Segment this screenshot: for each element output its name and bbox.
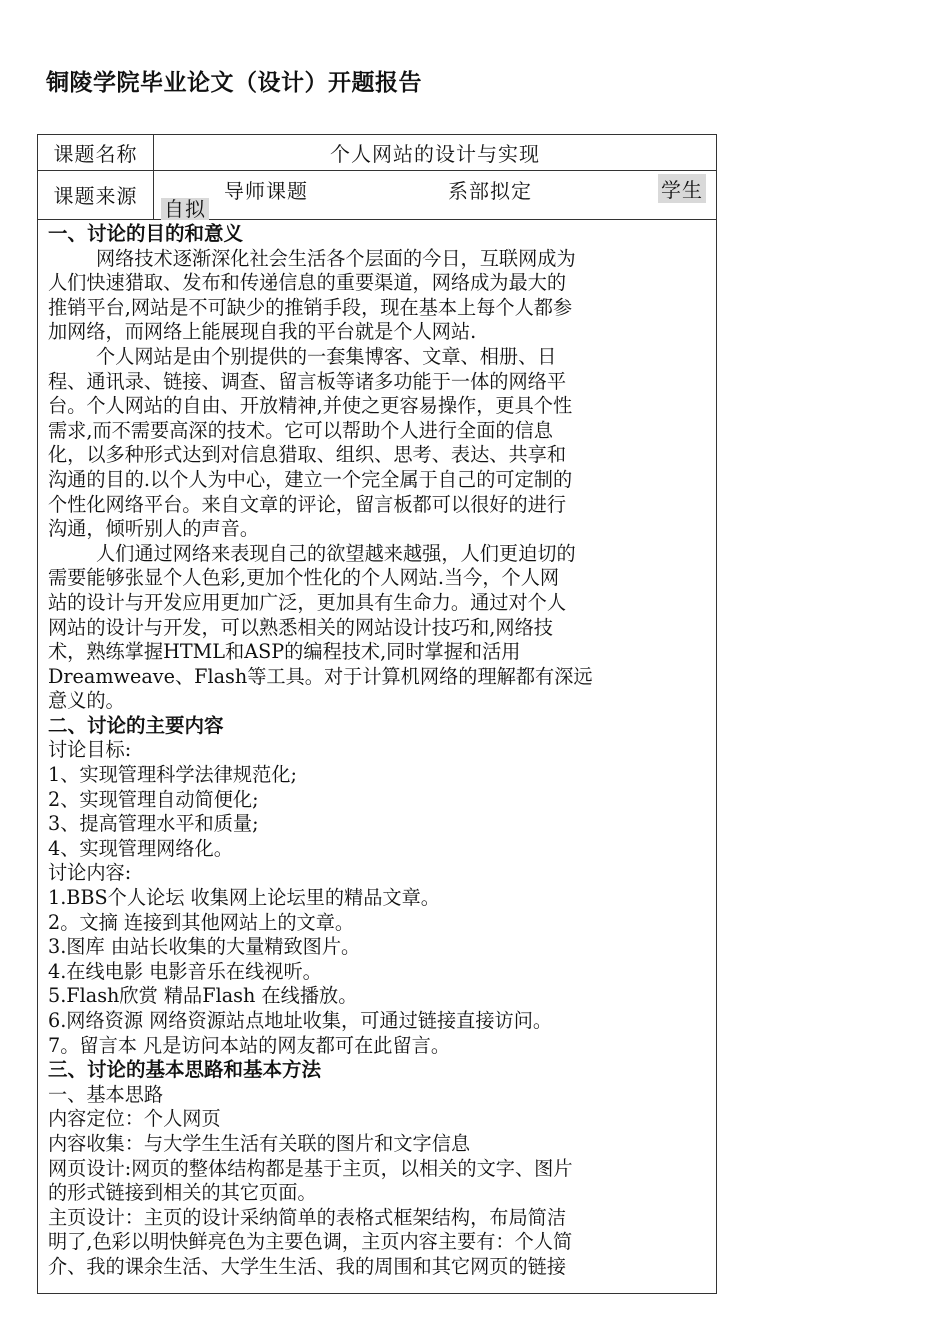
source-option-department: 系部拟定: [448, 179, 532, 203]
text-line: 网页设计:网页的整体结构都是基于主页，以相关的文字、图片: [48, 1156, 573, 1180]
list-item: 6.网络资源 网络资源站点地址收集，可通过链接直接访问。: [48, 1009, 553, 1032]
text-line: 讨论目标:: [48, 738, 132, 762]
text-line: 台。个人网站的自由、开放精神,并使之更容易操作，更具个性: [48, 394, 573, 418]
source-row: [38, 170, 716, 220]
text-line: 内容定位：个人网页: [48, 1107, 221, 1131]
text-line: 沟通，倾听别人的声音。: [48, 517, 260, 541]
source-option-advisor: 导师课题: [224, 179, 308, 203]
proposal-body: [48, 222, 712, 1280]
text-line: 介、我的课余生活、大学生生活、我的周围和其它网页的链接: [48, 1254, 567, 1278]
section-3-body: [48, 1083, 712, 1280]
text-line: 需要能够张显个人色彩,更加个性化的个人网站.当今，个人网: [48, 566, 560, 590]
list-item: 4、实现管理网络化。: [48, 836, 233, 860]
section-heading: 三、讨论的基本思路和基本方法: [48, 1058, 322, 1082]
text-line: 人们通过网络来表现自己的欲望越来越强，人们更迫切的: [96, 541, 576, 565]
proposal-form-table: [37, 134, 717, 1294]
source-option-student: 学生: [658, 174, 706, 203]
text-line: Dreamweave、Flash等工具。对于计算机网络的理解都有深远: [48, 664, 593, 688]
text-line: 站的设计与开发应用更加广泛，更加具有生命力。通过对个人: [48, 590, 567, 614]
text-line: 个人网站是由个别提供的一套集博客、文章、相册、日: [96, 344, 557, 368]
topic-row: [38, 135, 716, 171]
list-item: 2。文摘 连接到其他网站上的文章。: [48, 910, 355, 934]
list-item: 3、提高管理水平和质量;: [48, 812, 259, 836]
text-line: 推销平台,网站是不可缺少的推销手段，现在基本上每个人都参: [48, 295, 573, 319]
text-line: 一、基本思路: [48, 1082, 164, 1106]
text-line: 内容收集：与大学生生活有关联的图片和文字信息: [48, 1131, 471, 1155]
list-item: 5.Flash欣赏 精品Flash 在线播放。: [48, 984, 358, 1008]
text-line: 网络技术逐渐深化社会生活各个层面的今日，互联网成为: [96, 246, 576, 270]
list-item: 4.在线电影 电影音乐在线视听。: [48, 959, 322, 983]
text-line: 明了,色彩以明快鲜亮色为主要色调，主页内容主要有：个人简: [48, 1230, 573, 1254]
source-label: 课题来源: [38, 170, 154, 219]
list-item: 1.BBS个人论坛 收集网上论坛里的精品文章。: [48, 886, 440, 910]
text-line: 的形式链接到相关的其它页面。: [48, 1181, 317, 1205]
section-heading: 一、讨论的目的和意义: [48, 222, 244, 245]
text-line: 网站的设计与开发，可以熟悉相关的网站设计技巧和,网络技: [48, 615, 553, 639]
text-line: 讨论内容:: [48, 861, 132, 885]
text-line: 程、通讯录、链接、调查、留言板等诸多功能于一体的网络平: [48, 369, 567, 393]
text-line: 化，以多种形式达到对信息猎取、组织、思考、表达、共享和: [48, 443, 567, 467]
text-line: 术，熟练掌握HTML和ASP的编程技术,同时掌握和活用: [48, 640, 521, 664]
list-item: 7。留言本 凡是访问本站的网友都可在此留言。: [48, 1033, 451, 1057]
document-title: 铜陵学院毕业论文（设计）开题报告: [46, 70, 422, 96]
text-line: 加网络，而网络上能展现自我的平台就是个人网站.: [48, 320, 477, 344]
text-line: 沟通的目的.以个人为中心，建立一个完全属于自己的可定制的: [48, 467, 573, 491]
list-item: 2、实现管理自动简便化;: [48, 787, 259, 811]
list-item: 1、实现管理科学法律规范化;: [48, 763, 297, 787]
text-line: 意义的。: [48, 689, 125, 713]
section-heading: 二、讨论的主要内容: [48, 713, 224, 737]
text-line: 个性化网络平台。来自文章的评论，留言板都可以很好的进行: [48, 492, 567, 516]
topic-label: 课题名称: [38, 135, 154, 170]
section-1-body: [48, 247, 712, 714]
text-line: 需求,而不需要高深的技术。它可以帮助个人进行全面的信息: [48, 418, 553, 442]
section-2-body: [48, 738, 712, 1058]
text-line: 人们快速猎取、发布和传递信息的重要渠道，网络成为最大的: [48, 271, 567, 295]
source-option-self: 自拟: [161, 198, 209, 220]
list-item: 3.图库 由站长收集的大量精致图片。: [48, 935, 361, 959]
topic-value: 个人网站的设计与实现: [330, 142, 540, 166]
text-line: 主页设计：主页的设计采纳简单的表格式框架结构，布局简洁: [48, 1205, 567, 1229]
